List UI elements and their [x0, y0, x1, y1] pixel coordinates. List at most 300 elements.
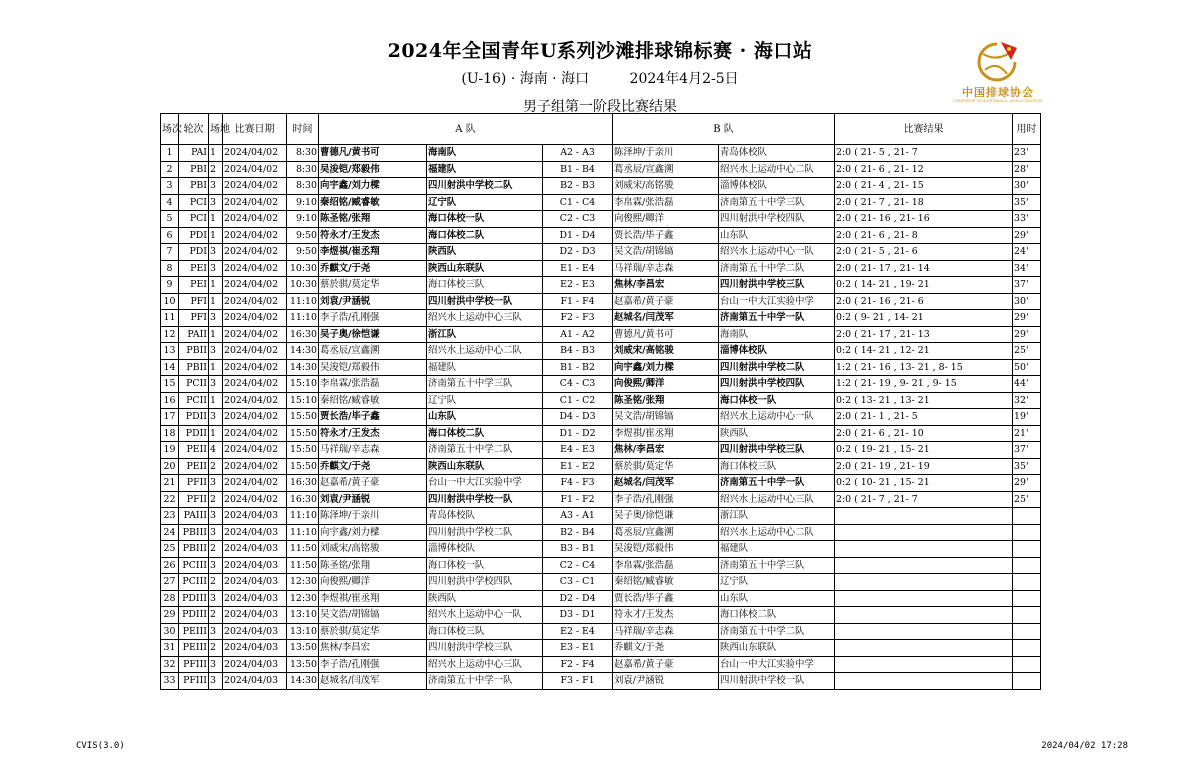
- cell-time: 13:10: [287, 623, 319, 640]
- table-row: [161, 260, 1041, 277]
- cell-time: 15:10: [287, 392, 319, 409]
- cell-no: 13: [161, 343, 179, 360]
- cell-match: F3 - F1: [543, 673, 613, 690]
- cell-a-team: 济南第五十中学一队: [427, 673, 543, 690]
- cell-match: F4 - F3: [543, 475, 613, 492]
- cell-time: 8:30: [287, 161, 319, 178]
- cell-b-players: 赵嘉希/黄子豪: [613, 293, 719, 310]
- cell-match: A2 - A3: [543, 145, 613, 162]
- cell-b-players: 吴文浩/胡锦镐: [613, 244, 719, 261]
- cell-date: 2024/04/02: [223, 211, 287, 228]
- cell-time: 11:10: [287, 524, 319, 541]
- cell-court: 1: [209, 227, 223, 244]
- cell-result: 0:2 ( 13- 21 , 13- 21: [835, 392, 1013, 409]
- cell-b-team: 福建队: [719, 541, 835, 558]
- cell-dur: 32': [1013, 392, 1041, 409]
- cell-match: D1 - D2: [543, 425, 613, 442]
- cell-no: 1: [161, 145, 179, 162]
- cell-court: 3: [209, 244, 223, 261]
- cell-date: 2024/04/02: [223, 244, 287, 261]
- cell-b-players: 李煜祺/崔丞翔: [613, 425, 719, 442]
- cell-a-players: 秦绍铭/臧睿敏: [319, 194, 427, 211]
- cell-b-team: 济南第五十中学三队: [719, 194, 835, 211]
- cell-match: E1 - E4: [543, 260, 613, 277]
- cell-match: E2 - E3: [543, 277, 613, 294]
- cell-dur: [1013, 607, 1041, 624]
- cell-date: 2024/04/03: [223, 607, 287, 624]
- cell-round: PCII: [179, 376, 209, 393]
- cell-b-team: 陕西山东联队: [719, 640, 835, 657]
- cell-b-team: 海南队: [719, 326, 835, 343]
- cell-time: 9:50: [287, 244, 319, 261]
- cell-result: 2:0 ( 21- 1 , 21- 5: [835, 409, 1013, 426]
- cell-result: 0:2 ( 10- 21 , 15- 21: [835, 475, 1013, 492]
- cell-result: 1:2 ( 21- 16 , 13- 21 , 8- 15: [835, 359, 1013, 376]
- cell-result: 2:0 ( 21- 5 , 21- 6: [835, 244, 1013, 261]
- cell-a-players: 吴浚铠/郑毅伟: [319, 359, 427, 376]
- cell-date: 2024/04/02: [223, 178, 287, 195]
- cell-dur: 30': [1013, 293, 1041, 310]
- cell-match: F1 - F2: [543, 491, 613, 508]
- cell-date: 2024/04/02: [223, 491, 287, 508]
- cell-result: 2:0 ( 21- 5 , 21- 7: [835, 145, 1013, 162]
- cell-dur: 29': [1013, 475, 1041, 492]
- cell-a-team: 海口体校一队: [427, 557, 543, 574]
- cell-court: 2: [209, 491, 223, 508]
- cell-a-players: 吴文浩/胡锦镐: [319, 607, 427, 624]
- cell-no: 25: [161, 541, 179, 558]
- cell-no: 3: [161, 178, 179, 195]
- cell-match: B3 - B1: [543, 541, 613, 558]
- cell-b-players: 乔麒文/于尧: [613, 640, 719, 657]
- cell-match: B2 - B3: [543, 178, 613, 195]
- cell-match: E4 - E3: [543, 442, 613, 459]
- cell-date: 2024/04/02: [223, 326, 287, 343]
- cell-time: 10:30: [287, 277, 319, 294]
- cell-dur: [1013, 557, 1041, 574]
- cell-result: 0:2 ( 9- 21 , 14- 21: [835, 310, 1013, 327]
- cell-a-players: 陈圣铭/张翔: [319, 211, 427, 228]
- cell-match: F1 - F4: [543, 293, 613, 310]
- cell-round: PAIII: [179, 508, 209, 525]
- cell-a-players: 向俊熙/卿洋: [319, 574, 427, 591]
- cell-match: C1 - C2: [543, 392, 613, 409]
- cell-dur: [1013, 541, 1041, 558]
- cell-b-team: 浙江队: [719, 508, 835, 525]
- col-court: 场地: [209, 114, 223, 145]
- cell-a-players: 陈泽坤/于亲川: [319, 508, 427, 525]
- cell-no: 22: [161, 491, 179, 508]
- cell-no: 31: [161, 640, 179, 657]
- logo-text: 中国排球协会: [962, 86, 1034, 99]
- cell-time: 13:50: [287, 656, 319, 673]
- col-time: 时间: [287, 114, 319, 145]
- cell-time: 11:10: [287, 508, 319, 525]
- cell-b-team: 淄博体校队: [719, 178, 835, 195]
- col-duration: 用时: [1013, 114, 1041, 145]
- cell-match: B1 - B2: [543, 359, 613, 376]
- table-row: [161, 277, 1041, 294]
- table-row: [161, 343, 1041, 360]
- cell-match: D1 - D4: [543, 227, 613, 244]
- cell-a-players: 焦林/李昌宏: [319, 640, 427, 657]
- cell-time: 15:50: [287, 409, 319, 426]
- cell-dur: [1013, 574, 1041, 591]
- cell-court: 3: [209, 178, 223, 195]
- cell-b-players: 焦林/李昌宏: [613, 277, 719, 294]
- cell-dur: 23': [1013, 145, 1041, 162]
- cell-result: [835, 673, 1013, 690]
- cell-a-team: 陕西队: [427, 590, 543, 607]
- cell-dur: 37': [1013, 277, 1041, 294]
- cell-round: PBII: [179, 343, 209, 360]
- footer-version: CVIS(3.0): [76, 741, 125, 751]
- table-row: [161, 211, 1041, 228]
- table-row: [161, 392, 1041, 409]
- cell-b-team: 陕西队: [719, 425, 835, 442]
- cell-a-players: 刘袁/尹涵锐: [319, 491, 427, 508]
- cell-a-team: 陕西山东联队: [427, 260, 543, 277]
- cell-dur: 29': [1013, 310, 1041, 327]
- cell-a-team: 四川射洪中学校二队: [427, 524, 543, 541]
- cell-time: 13:50: [287, 640, 319, 657]
- cell-time: 11:50: [287, 541, 319, 558]
- cell-result: 2:0 ( 21- 19 , 21- 19: [835, 458, 1013, 475]
- cell-b-players: 赵嘉希/黄子豪: [613, 656, 719, 673]
- cell-round: PFII: [179, 475, 209, 492]
- cell-time: 16:30: [287, 475, 319, 492]
- cell-match: D3 - D1: [543, 607, 613, 624]
- cell-date: 2024/04/03: [223, 524, 287, 541]
- cell-b-team: 绍兴水上运动中心三队: [719, 491, 835, 508]
- cell-date: 2024/04/03: [223, 623, 287, 640]
- table-row: [161, 640, 1041, 657]
- cell-time: 9:10: [287, 194, 319, 211]
- table-row: [161, 590, 1041, 607]
- cell-a-players: 葛丞辰/宣鑫溯: [319, 343, 427, 360]
- cell-match: E1 - E2: [543, 458, 613, 475]
- cell-b-team: 济南第五十中学三队: [719, 557, 835, 574]
- cell-date: 2024/04/03: [223, 640, 287, 657]
- cell-date: 2024/04/02: [223, 392, 287, 409]
- cell-no: 24: [161, 524, 179, 541]
- cell-result: [835, 656, 1013, 673]
- cell-result: [835, 574, 1013, 591]
- cell-dur: 33': [1013, 211, 1041, 228]
- cell-a-team: 陕西山东联队: [427, 458, 543, 475]
- cell-time: 11:10: [287, 293, 319, 310]
- association-logo: [953, 40, 1043, 104]
- cell-a-players: 李帛霖/张浩磊: [319, 376, 427, 393]
- cell-dur: 21': [1013, 425, 1041, 442]
- cell-a-team: 绍兴水上运动中心三队: [427, 310, 543, 327]
- cell-no: 10: [161, 293, 179, 310]
- cell-dur: 25': [1013, 491, 1041, 508]
- cell-result: 0:2 ( 19- 21 , 15- 21: [835, 442, 1013, 459]
- table-row: [161, 557, 1041, 574]
- cell-a-team: 陕西队: [427, 244, 543, 261]
- cell-court: 2: [209, 161, 223, 178]
- cell-dur: 37': [1013, 442, 1041, 459]
- cell-date: 2024/04/02: [223, 359, 287, 376]
- cell-b-players: 李子浩/孔刚强: [613, 491, 719, 508]
- cell-a-players: 乔麒文/于尧: [319, 458, 427, 475]
- table-row: [161, 623, 1041, 640]
- cell-court: 3: [209, 194, 223, 211]
- cell-round: PDII: [179, 425, 209, 442]
- table-row: [161, 376, 1041, 393]
- cell-a-team: 海口体校二队: [427, 425, 543, 442]
- cell-court: 3: [209, 260, 223, 277]
- table-row: [161, 359, 1041, 376]
- cell-a-team: 福建队: [427, 359, 543, 376]
- cell-no: 28: [161, 590, 179, 607]
- cell-a-team: 海口体校三队: [427, 277, 543, 294]
- cell-match: D2 - D4: [543, 590, 613, 607]
- cell-b-team: 山东队: [719, 590, 835, 607]
- cell-round: PBI: [179, 178, 209, 195]
- cell-court: 1: [209, 211, 223, 228]
- cell-dur: [1013, 590, 1041, 607]
- cell-b-team: 济南第五十中学二队: [719, 623, 835, 640]
- cell-court: 3: [209, 475, 223, 492]
- cell-b-players: 贾长浩/毕子鑫: [613, 227, 719, 244]
- cell-court: 2: [209, 574, 223, 591]
- cell-a-team: 四川射洪中学校一队: [427, 491, 543, 508]
- cell-date: 2024/04/02: [223, 293, 287, 310]
- cell-b-team: 海口体校一队: [719, 392, 835, 409]
- cell-date: 2024/04/02: [223, 475, 287, 492]
- cell-no: 21: [161, 475, 179, 492]
- cell-round: PCIII: [179, 557, 209, 574]
- table-row: [161, 178, 1041, 195]
- cell-b-team: 绍兴水上运动中心二队: [719, 161, 835, 178]
- cell-result: 2:0 ( 21- 6 , 21- 12: [835, 161, 1013, 178]
- cell-b-players: 马祥瑞/辛志森: [613, 260, 719, 277]
- cell-round: PEII: [179, 442, 209, 459]
- cell-b-team: 济南第五十中学一队: [719, 475, 835, 492]
- cell-a-team: 浙江队: [427, 326, 543, 343]
- cell-no: 16: [161, 392, 179, 409]
- cell-a-team: 海口体校二队: [427, 227, 543, 244]
- logo-subtext: CHINESE VOLLEYBALL ASSOCIATION: [953, 98, 1043, 103]
- cell-a-players: 吴浚铠/郑毅伟: [319, 161, 427, 178]
- cell-time: 10:30: [287, 260, 319, 277]
- cell-result: [835, 640, 1013, 657]
- cell-a-players: 蔡於骐/莫定华: [319, 623, 427, 640]
- cell-round: PFII: [179, 491, 209, 508]
- cell-result: [835, 541, 1013, 558]
- cell-b-players: 陈泽坤/于亲川: [613, 145, 719, 162]
- cell-no: 29: [161, 607, 179, 624]
- cell-match: A1 - A2: [543, 326, 613, 343]
- cell-b-team: 济南第五十中学一队: [719, 310, 835, 327]
- cell-round: PCIII: [179, 574, 209, 591]
- table-row: [161, 409, 1041, 426]
- cell-round: PBI: [179, 161, 209, 178]
- cell-dur: 34': [1013, 260, 1041, 277]
- footer-timestamp: 2024/04/02 17:28: [1041, 741, 1128, 751]
- cell-b-players: 秦绍铭/臧睿敏: [613, 574, 719, 591]
- cell-date: 2024/04/02: [223, 260, 287, 277]
- cell-date: 2024/04/03: [223, 557, 287, 574]
- cell-round: PCII: [179, 392, 209, 409]
- cell-date: 2024/04/02: [223, 458, 287, 475]
- col-round: 轮次: [179, 114, 209, 145]
- cell-dur: [1013, 623, 1041, 640]
- cell-court: 3: [209, 310, 223, 327]
- cell-b-team: 海口体校三队: [719, 458, 835, 475]
- cell-time: 14:30: [287, 359, 319, 376]
- table-row: [161, 508, 1041, 525]
- cell-result: 2:0 ( 21- 17 , 21- 14: [835, 260, 1013, 277]
- volleyball-logo-icon: [973, 40, 1021, 84]
- cell-date: 2024/04/02: [223, 425, 287, 442]
- cell-no: 17: [161, 409, 179, 426]
- cell-result: 2:0 ( 21- 4 , 21- 15: [835, 178, 1013, 195]
- cell-b-players: 李帛霖/张浩磊: [613, 194, 719, 211]
- event-location: (U-16) · 海南 · 海口: [461, 71, 590, 87]
- cell-round: PCI: [179, 194, 209, 211]
- cell-time: 11:50: [287, 557, 319, 574]
- cell-a-team: 四川射洪中学校三队: [427, 640, 543, 657]
- cell-date: 2024/04/02: [223, 161, 287, 178]
- page-title: 2024年全国青年U系列沙滩排球锦标赛 · 海口站: [387, 40, 813, 62]
- cell-match: C4 - C3: [543, 376, 613, 393]
- cell-court: 2: [209, 640, 223, 657]
- cell-court: 1: [209, 425, 223, 442]
- cell-result: 2:0 ( 21- 7 , 21- 18: [835, 194, 1013, 211]
- cell-a-players: 李煜祺/崔丞翔: [319, 590, 427, 607]
- cell-b-players: 向俊熙/卿洋: [613, 211, 719, 228]
- cell-no: 8: [161, 260, 179, 277]
- cell-round: PDII: [179, 409, 209, 426]
- cell-no: 4: [161, 194, 179, 211]
- cell-a-players: 赵嘉希/黄子豪: [319, 475, 427, 492]
- cell-no: 18: [161, 425, 179, 442]
- table-row: [161, 491, 1041, 508]
- cell-b-team: 海口体校二队: [719, 607, 835, 624]
- cell-dur: 50': [1013, 359, 1041, 376]
- cell-a-players: 向宇鑫/刘力樑: [319, 524, 427, 541]
- cell-time: 15:10: [287, 376, 319, 393]
- cell-a-players: 李煜祺/崔丞翔: [319, 244, 427, 261]
- cell-court: 3: [209, 623, 223, 640]
- cell-time: 8:30: [287, 178, 319, 195]
- cell-round: PBIII: [179, 524, 209, 541]
- cell-a-team: 海南队: [427, 145, 543, 162]
- cell-a-team: 绍兴水上运动中心一队: [427, 607, 543, 624]
- cell-b-players: 葛丞辰/宣鑫溯: [613, 161, 719, 178]
- table-row: [161, 458, 1041, 475]
- cell-result: [835, 557, 1013, 574]
- cell-dur: 19': [1013, 409, 1041, 426]
- cell-round: PAI: [179, 145, 209, 162]
- col-no: 场次: [161, 114, 179, 145]
- cell-round: PFIII: [179, 656, 209, 673]
- table-row: [161, 425, 1041, 442]
- cell-match: C2 - C4: [543, 557, 613, 574]
- table-row: [161, 656, 1041, 673]
- cell-time: 16:30: [287, 326, 319, 343]
- cell-round: PEIII: [179, 640, 209, 657]
- cell-date: 2024/04/02: [223, 310, 287, 327]
- cell-dur: 25': [1013, 343, 1041, 360]
- cell-round: PEII: [179, 458, 209, 475]
- table-row: [161, 524, 1041, 541]
- cell-no: 5: [161, 211, 179, 228]
- cell-time: 9:50: [287, 227, 319, 244]
- cell-a-team: 四川射洪中学校一队: [427, 293, 543, 310]
- cell-time: 14:30: [287, 673, 319, 690]
- cell-a-players: 符永才/王发杰: [319, 227, 427, 244]
- cell-dur: 29': [1013, 227, 1041, 244]
- cell-date: 2024/04/02: [223, 277, 287, 294]
- cell-dur: [1013, 640, 1041, 657]
- cell-time: 15:50: [287, 442, 319, 459]
- cell-b-players: 陈圣铭/张翔: [613, 392, 719, 409]
- table-row: [161, 194, 1041, 211]
- cell-b-team: 山东队: [719, 227, 835, 244]
- cell-round: PBIII: [179, 541, 209, 558]
- cell-time: 15:50: [287, 425, 319, 442]
- cell-result: [835, 524, 1013, 541]
- cell-b-players: 吴浚铠/郑毅伟: [613, 541, 719, 558]
- table-header-row: [161, 114, 1041, 145]
- cell-a-players: 李子浩/孔刚强: [319, 656, 427, 673]
- cell-dur: [1013, 508, 1041, 525]
- cell-court: 3: [209, 656, 223, 673]
- cell-b-players: 李帛霖/张浩磊: [613, 557, 719, 574]
- cell-a-players: 秦绍铭/臧睿敏: [319, 392, 427, 409]
- cell-a-team: 辽宁队: [427, 392, 543, 409]
- cell-court: 3: [209, 590, 223, 607]
- cell-match: D2 - D3: [543, 244, 613, 261]
- cell-match: E3 - E1: [543, 640, 613, 657]
- cell-match: D4 - D3: [543, 409, 613, 426]
- cell-b-players: 符永才/王发杰: [613, 607, 719, 624]
- cell-result: 2:0 ( 21- 16 , 21- 16: [835, 211, 1013, 228]
- cell-a-players: 吴子奥/徐恺谦: [319, 326, 427, 343]
- cell-b-players: 刘威宋/高铭骏: [613, 178, 719, 195]
- cell-match: E2 - E4: [543, 623, 613, 640]
- cell-round: PFI: [179, 293, 209, 310]
- cell-b-players: 向俊熙/卿洋: [613, 376, 719, 393]
- cell-date: 2024/04/02: [223, 409, 287, 426]
- table-row: [161, 326, 1041, 343]
- cell-round: PDIII: [179, 590, 209, 607]
- col-result: 比赛结果: [835, 114, 1013, 145]
- cell-date: 2024/04/02: [223, 343, 287, 360]
- cell-court: 1: [209, 293, 223, 310]
- cell-no: 7: [161, 244, 179, 261]
- cell-a-players: 蔡於骐/莫定华: [319, 277, 427, 294]
- cell-b-players: 蔡於骐/莫定华: [613, 458, 719, 475]
- cell-round: PCI: [179, 211, 209, 228]
- cell-b-team: 四川射洪中学校二队: [719, 359, 835, 376]
- results-table: [160, 113, 1041, 690]
- cell-court: 1: [209, 277, 223, 294]
- cell-date: 2024/04/03: [223, 574, 287, 591]
- cell-a-players: 曹德凡/黄书可: [319, 145, 427, 162]
- cell-court: 2: [209, 541, 223, 558]
- cell-date: 2024/04/02: [223, 376, 287, 393]
- cell-result: 2:0 ( 21- 7 , 21- 7: [835, 491, 1013, 508]
- cell-date: 2024/04/03: [223, 590, 287, 607]
- table-row: [161, 145, 1041, 162]
- cell-b-players: 贾长浩/毕子鑫: [613, 590, 719, 607]
- cell-time: 14:30: [287, 343, 319, 360]
